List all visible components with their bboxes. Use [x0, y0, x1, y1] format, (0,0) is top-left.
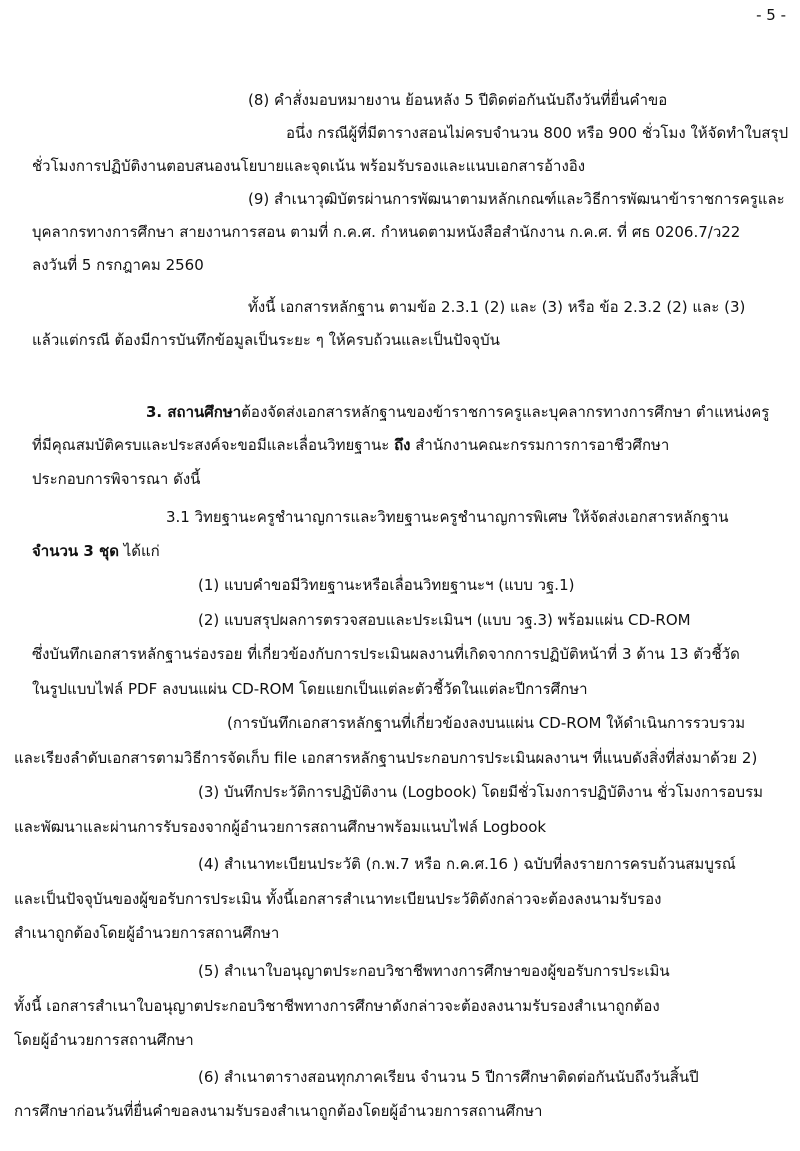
doc-item-3-line-2: และพัฒนาและผ่านการรับรองจากผู้อำนวยการสถานศึกษาพร้อมแนบไฟล์ Logbook: [14, 818, 547, 836]
doc-item-4: (4) สำเนาทะเบียนประวัติ (ก.พ.7 หรือ ก.ค.ศ.16 ) ฉบับที่ลงรายการครบถ้วนสมบูรณ์: [198, 855, 736, 873]
summary-line-2: แล้วแต่กรณี ต้องมีการบันทึกข้อมูลเป็นระยะ ๆ ให้ครบถ้วนและเป็นปัจจุบัน: [32, 331, 500, 349]
doc-item-4-line-2: และเป็นปัจจุบันของผู้ขอรับการประเมิน ทั้งนี้เอกสารสำเนาทะเบียนประวัติดังกล่าวจะต้องลงนามรับรอง: [14, 890, 662, 908]
page-number: - 5 -: [756, 6, 786, 24]
doc-item-2-note-1: (การบันทึกเอกสารหลักฐานที่เกี่ยวข้องลงบนแผ่น CD-ROM ให้ดำเนินการรวบรวม: [227, 714, 746, 732]
section-3-heading: 3. สถานศึกษา: [146, 403, 242, 421]
note-line-2: ชั่วโมงการปฏิบัติงานตอบสนองนโยบายและจุดเน้น พร้อมรับรองและแนบเอกสารอ้างอิง: [32, 157, 586, 175]
section-3-1-line-2: [32, 541, 160, 561]
doc-item-1: (1) แบบคำขอมีวิทยฐานะหรือเลื่อนวิทยฐานะฯ (แบบ วฐ.1): [198, 576, 575, 594]
note-line-1: อนึ่ง กรณีผู้ที่มีตารางสอนไม่ครบจำนวน 800 หรือ 900 ชั่วโมง ให้จัดทำใบสรุป: [286, 124, 789, 142]
section-3-text-2c: สำนักงานคณะกรรมการการอาชีวศึกษา: [410, 436, 670, 454]
copies-count: จำนวน 3 ชุด: [32, 542, 119, 560]
item-9-line: (9) สำเนาวุฒิบัตรผ่านการพัฒนาตามหลักเกณฑ์และวิธีการพัฒนาข้าราชการครูและ: [248, 190, 785, 208]
section-3-text-2a: ที่มีคุณสมบัติครบและประสงค์จะขอมีและเลื่อนวิทยฐานะ: [32, 436, 395, 454]
section-3-text: ต้องจัดส่งเอกสารหลักฐานของข้าราชการครูและบุคลากรทางการศึกษา ตำแหน่งครู: [241, 403, 770, 421]
section-3-line-3: ประกอบการพิจารณา ดังนี้: [32, 470, 201, 488]
doc-item-6: (6) สำเนาตารางสอนทุกภาคเรียน จำนวน 5 ปีการศึกษาติดต่อกันนับถึงวันสิ้นปี: [198, 1068, 699, 1086]
section-3-line-2: [32, 435, 669, 455]
section-3-line-1: [146, 402, 769, 422]
doc-item-2-note-2: และเรียงลำดับเอกสารตามวิธีการจัดเก็บ file เอกสารหลักฐานประกอบการประเมินผลงานฯ ที่แนบดังสิ่งที่ส่งมาด้วย 2): [14, 749, 758, 767]
section-3-1-line-1: 3.1 วิทยฐานะครูชำนาญการและวิทยฐานะครูชำนาญการพิเศษ ให้จัดส่งเอกสารหลักฐาน: [166, 508, 729, 526]
doc-item-5-line-2: ทั้งนี้ เอกสารสำเนาใบอนุญาตประกอบวิชาชีพทางการศึกษาดังกล่าวจะต้องลงนามรับรองสำเนาถูกต้อง: [14, 997, 660, 1015]
item-8-line: (8) คำสั่งมอบหมายงาน ย้อนหลัง 5 ปีติดต่อกันนับถึงวันที่ยื่นคำขอ: [248, 91, 668, 109]
item-9-line-3: ลงวันที่ 5 กรกฎาคม 2560: [32, 256, 204, 274]
summary-line-1: ทั้งนี้ เอกสารหลักฐาน ตามข้อ 2.3.1 (2) และ (3) หรือ ข้อ 2.3.2 (2) และ (3): [248, 298, 746, 316]
doc-item-5: (5) สำเนาใบอนุญาตประกอบวิชาชีพทางการศึกษาของผู้ขอรับการประเมิน: [198, 962, 670, 980]
doc-item-5-line-3: โดยผู้อำนวยการสถานศึกษา: [14, 1031, 194, 1049]
doc-item-2: (2) แบบสรุปผลการตรวจสอบและประเมินฯ (แบบ วฐ.3) พร้อมแผ่น CD-ROM: [198, 611, 691, 629]
section-3-1-include: ได้แก่: [118, 542, 160, 560]
doc-item-6-line-2: การศึกษาก่อนวันที่ยื่นคำขอลงนามรับรองสำเนาถูกต้องโดยผู้อำนวยการสถานศึกษา: [14, 1102, 543, 1120]
section-3-to: ถึง: [394, 436, 411, 454]
item-9-line-2: บุคลากรทางการศึกษา สายงานการสอน ตามที่ ก.ค.ศ. กำหนดตามหนังสือสำนักงาน ก.ค.ศ. ที่ ศธ 0206.7/ว22: [32, 223, 741, 241]
doc-item-4-line-3: สำเนาถูกต้องโดยผู้อำนวยการสถานศึกษา: [14, 924, 280, 942]
doc-item-3: (3) บันทึกประวัติการปฏิบัติงาน (Logbook) โดยมีชั่วโมงการปฏิบัติงาน ชั่วโมงการอบรม: [198, 783, 764, 801]
doc-item-2-line-3: ในรูปแบบไฟล์ PDF ลงบนแผ่น CD-ROM โดยแยกเป็นแต่ละตัวชี้วัดในแต่ละปีการศึกษา: [32, 680, 588, 698]
doc-item-2-line-2: ซึ่งบันทึกเอกสารหลักฐานร่องรอย ที่เกี่ยวข้องกับการประเมินผลงานที่เกิดจากการปฏิบัติหน้าที่ 3 ด้าน 13 ตัวชี้วัด: [32, 645, 740, 663]
